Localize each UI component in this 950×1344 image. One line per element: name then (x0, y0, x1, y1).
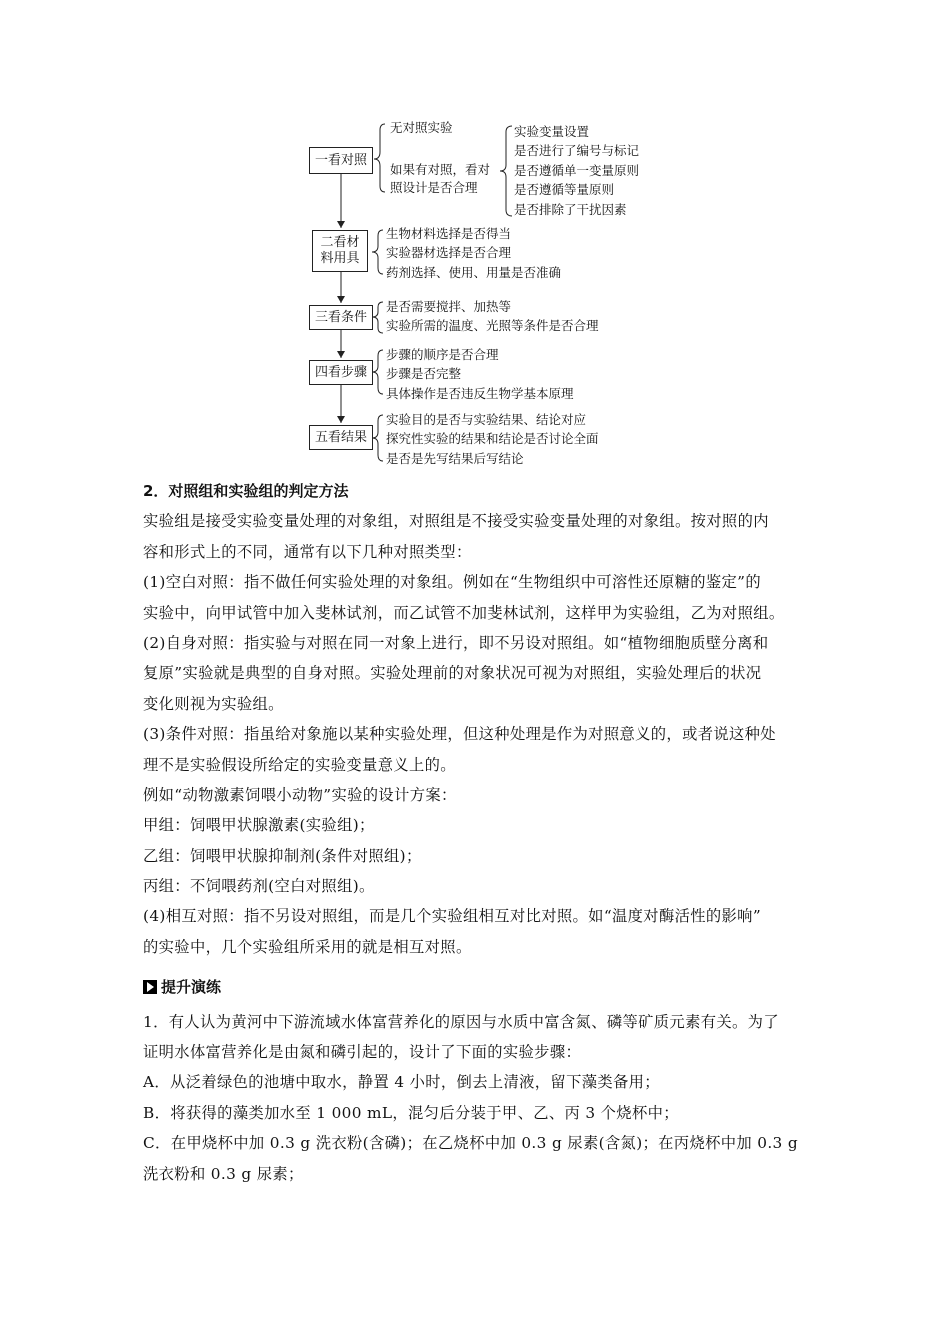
document-body (143, 476, 815, 1189)
step3-item: 是否需要搅拌、加热等 (386, 299, 512, 314)
paragraph-line: 实验中，向甲试管中加入斐林试剂，而乙试管不加斐林试剂，这样甲为实验组，乙为对照组。 (143, 603, 785, 622)
paragraph-line: 复原”实验就是典型的自身对照。实验处理前的对象状况可视为对照组，实验处理后的状况 (143, 664, 762, 683)
step3-item: 实验所需的温度、光照等条件是否合理 (386, 318, 599, 334)
paragraph-line: 理不是实验假设所给定的实验变量意义上的。 (143, 755, 456, 774)
step2-item: 实验器材选择是否合理 (386, 245, 512, 261)
paragraph-line: (3)条件对照：指虽给对象施以某种实验处理，但这种处理是作为对照意义的，或者说这种处 (143, 725, 776, 744)
node-check-results: 五看结果 (309, 425, 373, 450)
brace-step2 (372, 230, 383, 274)
question-line: 证明水体富营养化是由氮和磷引起的，设计了下面的实验步骤： (143, 1043, 582, 1062)
brace-step3 (372, 302, 383, 333)
question-line: B．将获得的藻类加水至 1 000 mL，混匀后分装于甲、乙、丙 3 个烧杯中； (143, 1103, 679, 1122)
practice-heading (143, 972, 815, 1002)
paragraph-line: (1)空白对照：指不做任何实验处理的对象组。例如在“生物组织中可溶性还原糖的鉴定”的 (143, 573, 761, 592)
question-line: C．在甲烧杯中加 0.3 g 洗衣粉(含磷)；在乙烧杯中加 0.3 g 尿素(含氮)；在丙烧杯中加 0.3 g (143, 1134, 798, 1153)
step1-no-control: 无对照实验 (390, 120, 453, 135)
step2-item: 生物材料选择是否得当 (386, 226, 512, 241)
paragraph-line: 实验组是接受实验变量处理的对象组，对照组是不接受实验变量处理的对象组。按对照的内 (143, 512, 769, 531)
step5-items (386, 410, 599, 468)
step1-has-control-line1: 如果有对照，看对 (390, 162, 491, 177)
paragraph-line: 的实验中，几个实验组所采用的就是相互对照。 (143, 937, 472, 956)
brace-step4 (372, 350, 383, 394)
step1-has-control (390, 161, 490, 197)
node-check-conditions: 三看条件 (309, 305, 373, 330)
step4-items (386, 345, 574, 403)
step4-item: 步骤的顺序是否合理 (386, 347, 499, 362)
node-check-materials (312, 230, 368, 272)
step5-item: 探究性实验的结果和结论是否讨论全面 (386, 431, 599, 447)
step1-checks (514, 122, 639, 219)
paragraph-line: 变化则视为实验组。 (143, 694, 284, 713)
play-icon (143, 980, 157, 994)
node-check-control: 一看对照 (309, 147, 373, 174)
node-check-materials-line1: 二看材 (320, 235, 360, 250)
evaluation-flowchart (0, 0, 950, 480)
brace-step5 (372, 415, 383, 461)
question-line: A．从泛着绿色的池塘中取水，静置 4 小时，倒去上清液，留下藻类备用； (143, 1073, 660, 1092)
paragraph-line: 丙组：不饲喂药剂(空白对照组)。 (143, 877, 375, 896)
spacer (143, 962, 815, 972)
step1-check-item: 实验变量设置 (514, 124, 590, 139)
step1-check-item: 是否遵循单一变量原则 (514, 162, 640, 178)
node-check-steps: 四看步骤 (309, 360, 373, 385)
step5-item: 是否是先写结果后写结论 (386, 450, 524, 466)
step5-item: 实验目的是否与实验结果、结论对应 (386, 412, 587, 427)
step1-check-item: 是否遵循等量原则 (514, 182, 615, 198)
step1-check-item: 是否排除了干扰因素 (514, 201, 627, 217)
brace-step1 (374, 124, 385, 192)
question-line: 洗衣粉和 0.3 g 尿素； (143, 1164, 304, 1183)
node-check-materials-line2: 料用具 (320, 251, 360, 266)
step2-item: 药剂选择、使用、用量是否准确 (386, 264, 562, 280)
practice-title: 提升演练 (161, 978, 222, 997)
step1-check-item: 是否进行了编号与标记 (514, 143, 640, 159)
section-heading: 2．对照组和实验组的判定方法 (143, 482, 349, 500)
paragraph-line: 例如“动物激素饲喂小动物”实验的设计方案： (143, 785, 457, 804)
step1-has-control-line2: 照设计是否合理 (390, 180, 478, 195)
step2-items (386, 224, 561, 282)
paragraph-line: 甲组：饲喂甲状腺激素(实验组)； (143, 816, 375, 835)
paragraph-line: (4)相互对照：指不另设对照组，而是几个实验组相互对比对照。如“温度对酶活性的影响” (143, 907, 761, 926)
paragraph-line: (2)自身对照：指实验与对照在同一对象上进行，即不另设对照组。如“植物细胞质壁分离和 (143, 633, 769, 652)
question-line: 1．有人认为黄河中下游流域水体富营养化的原因与水质中富含氮、磷等矿质元素有关。为了 (143, 1012, 779, 1031)
step4-item: 具体操作是否违反生物学基本原理 (386, 385, 574, 401)
step3-items (386, 297, 599, 336)
step4-item: 步骤是否完整 (386, 366, 462, 382)
brace-step1-checks (500, 126, 512, 216)
paragraph-line: 乙组：饲喂甲状腺抑制剂(条件对照组)； (143, 846, 422, 865)
paragraph-line: 容和形式上的不同，通常有以下几种对照类型： (143, 542, 472, 561)
